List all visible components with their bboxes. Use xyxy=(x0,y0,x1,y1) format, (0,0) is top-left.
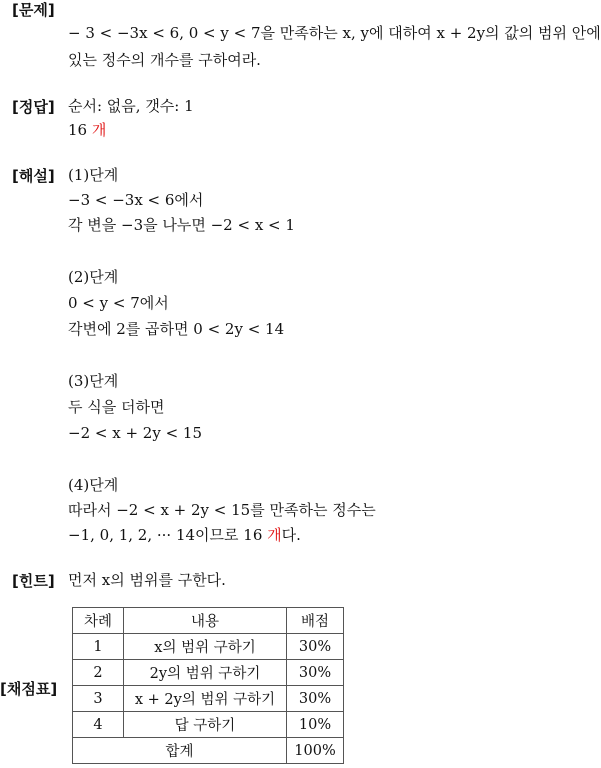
table-cell: 30% xyxy=(287,686,344,712)
table-row xyxy=(73,660,344,686)
answer-line: 순서: 없음, 갯수: 1 xyxy=(68,97,194,115)
answer-label: [정답] xyxy=(12,98,55,116)
solution-line: (3)단계 xyxy=(68,372,119,390)
table-cell: 1 xyxy=(73,634,124,660)
table-cell: 답 구하기 xyxy=(124,712,287,738)
answer-unit: 개 xyxy=(91,121,107,139)
table-cell: 10% xyxy=(287,712,344,738)
table-row xyxy=(73,712,344,738)
table-header-row xyxy=(73,608,344,634)
conclusion-end: 다. xyxy=(281,526,301,544)
hint-text: 먼저 x의 범위를 구한다. xyxy=(68,571,226,589)
solution-line: 각 변을 −3을 나누면 −2 < x < 1 xyxy=(68,216,295,234)
table-cell: 30% xyxy=(287,660,344,686)
total-value: 100% xyxy=(287,738,344,764)
table-row xyxy=(73,686,344,712)
grading-table xyxy=(72,607,344,764)
table-row xyxy=(73,634,344,660)
table-cell: 2 xyxy=(73,660,124,686)
answer-number: 16 xyxy=(68,121,92,139)
problem-line: − 3 < −3x < 6, 0 < y < 7을 만족하는 x, y에 대하여 x + 2y의 값의 범위 안에 xyxy=(68,24,601,42)
table-cell: 2y의 범위 구하기 xyxy=(124,660,287,686)
solution-line: (1)단계 xyxy=(68,166,119,184)
solution-label: [해설] xyxy=(12,167,55,185)
grading-label: [채점표] xyxy=(0,680,58,698)
problem-line: 있는 정수의 개수를 구하여라. xyxy=(68,51,261,69)
problem-label: [문제] xyxy=(12,1,55,19)
solution-line: (2)단계 xyxy=(68,268,119,286)
header-order: 차례 xyxy=(73,608,124,634)
solution-line: 두 식을 더하면 xyxy=(68,398,165,416)
table-cell: 3 xyxy=(73,686,124,712)
answer-count xyxy=(68,120,106,140)
solution-line: −3 < −3x < 6에서 xyxy=(68,191,204,209)
header-content: 내용 xyxy=(124,608,287,634)
table-cell: x의 범위 구하기 xyxy=(124,634,287,660)
conclusion-text: −1, 0, 1, 2, ··· 14이므로 16 xyxy=(68,526,268,544)
solution-line: −2 < x + 2y < 15 xyxy=(68,424,202,442)
header-score: 배점 xyxy=(287,608,344,634)
solution-line: 따라서 −2 < x + 2y < 15를 만족하는 정수는 xyxy=(68,501,376,519)
table-total-row xyxy=(73,738,344,764)
conclusion-unit: 개 xyxy=(267,526,282,544)
hint-label: [힌트] xyxy=(12,572,55,590)
table-cell: 30% xyxy=(287,634,344,660)
solution-line: 각변에 2를 곱하면 0 < 2y < 14 xyxy=(68,320,285,338)
total-label: 합계 xyxy=(73,738,287,764)
table-cell: 4 xyxy=(73,712,124,738)
solution-conclusion xyxy=(68,525,301,545)
table-cell: x + 2y의 범위 구하기 xyxy=(124,686,287,712)
solution-line: 0 < y < 7에서 xyxy=(68,294,169,312)
solution-line: (4)단계 xyxy=(68,476,119,494)
